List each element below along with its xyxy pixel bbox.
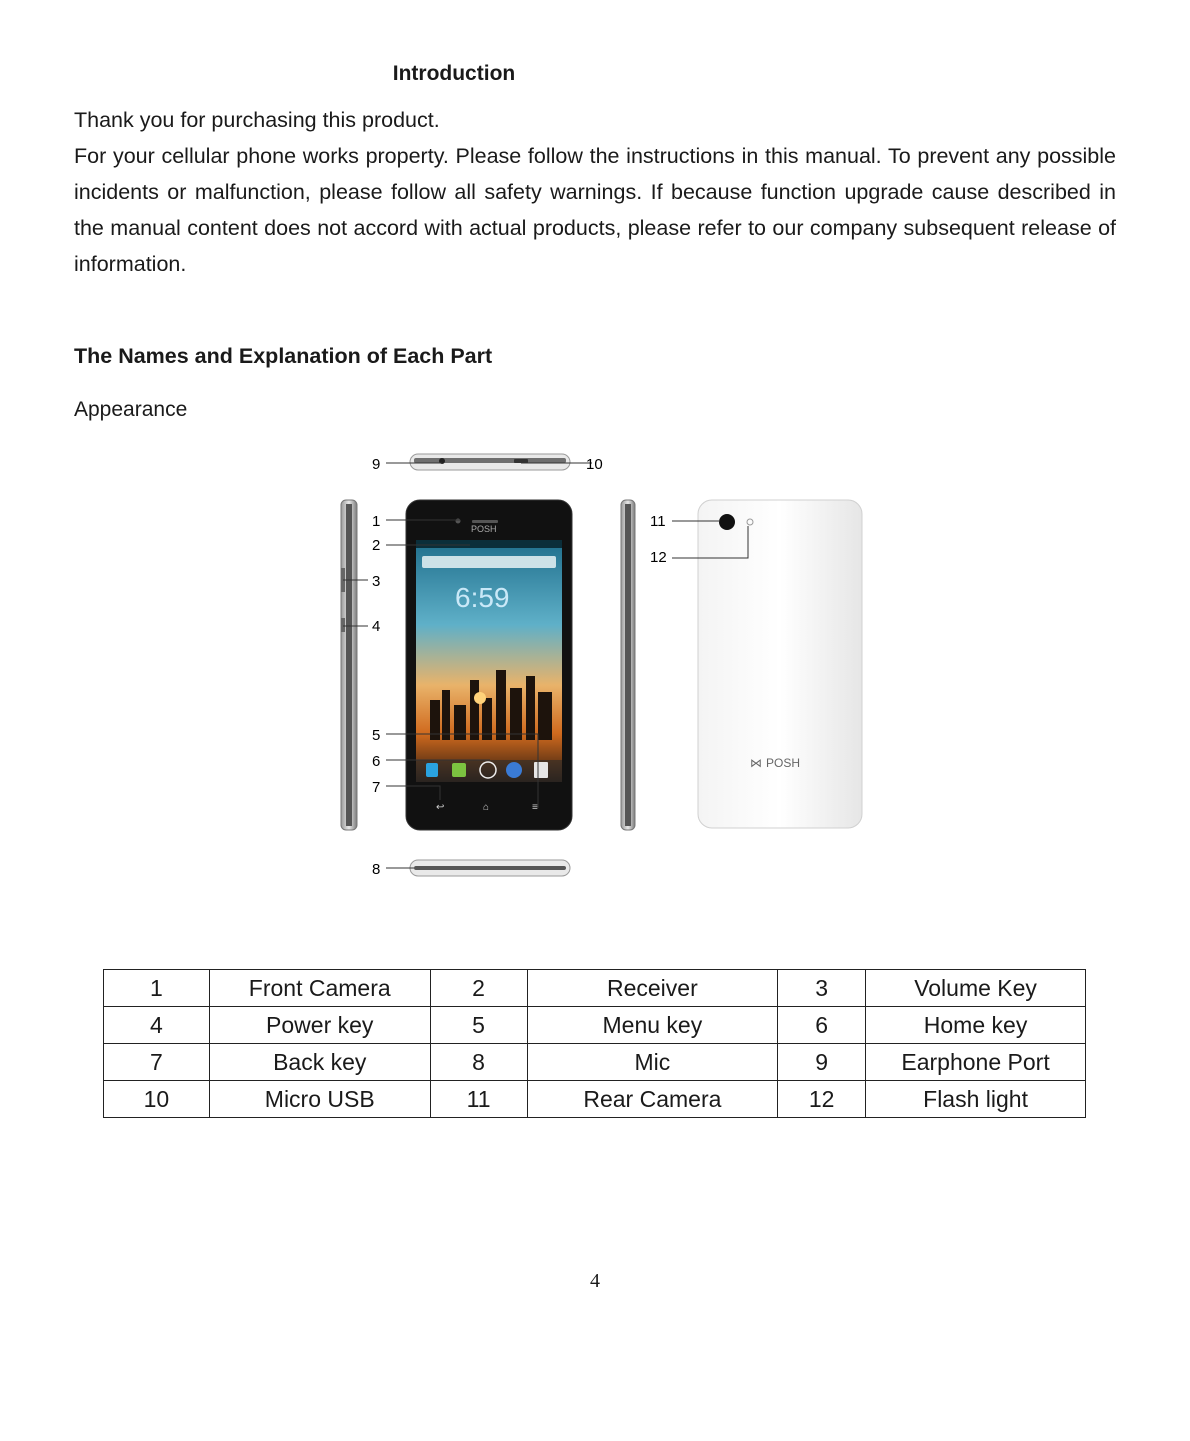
callout-2: 2 [372,537,381,554]
section-heading: The Names and Explanation of Each Part [74,344,493,368]
back-brand: POSH [766,756,801,770]
table-cell: 5 [430,1007,527,1044]
svg-text:⌂: ⌂ [483,802,490,813]
top-edge-view [410,454,570,470]
svg-text:≡: ≡ [532,802,538,813]
bottom-edge-view [410,860,570,876]
intro-thanks: Thank you for purchasing this product. [74,108,440,132]
table-cell: Earphone Port [866,1044,1086,1081]
callout-8: 8 [372,861,381,878]
table-cell: Power key [209,1007,430,1044]
page-title: Introduction [392,62,516,85]
table-cell: 9 [778,1044,866,1081]
table-cell: 8 [430,1044,527,1081]
table-cell: 6 [778,1007,866,1044]
table-cell: Volume Key [866,970,1086,1007]
callout-3: 3 [372,573,381,590]
front-brand: POSH [471,524,497,534]
svg-text:⋈: ⋈ [750,756,762,770]
front-view [406,500,572,830]
table-row [104,1081,1086,1118]
table-cell: Mic [527,1044,778,1081]
svg-text:↩: ↩ [436,802,445,813]
back-view [698,500,862,828]
intro-paragraph: For your cellular phone works property. Please follow the instructions in this manual. To prevent any possible incidents or malfunction, please follow all safety warnings. If because function upgrade cause described in the manual content does not accord with actual products, please refer to our company subsequent release of information. [74,144,1116,276]
callout-10: 10 [586,456,603,473]
phone-appearance-figure [330,440,890,900]
callout-5: 5 [372,727,381,744]
table-cell: 10 [104,1081,210,1118]
parts-table [103,969,1086,1118]
table-cell: Micro USB [209,1081,430,1118]
table-row [104,970,1086,1007]
table-cell: Receiver [527,970,778,1007]
table-cell: 11 [430,1081,527,1118]
table-cell: 4 [104,1007,210,1044]
table-cell: Rear Camera [527,1081,778,1118]
screen-time: 6:59 [455,582,510,613]
table-cell: 7 [104,1044,210,1081]
right-side-view [621,500,635,830]
table-row [104,1044,1086,1081]
table-cell: 3 [778,970,866,1007]
callout-4: 4 [372,618,381,635]
table-cell: Menu key [527,1007,778,1044]
table-cell: Flash light [866,1081,1086,1118]
callout-11: 11 [650,513,666,530]
table-row [104,1007,1086,1044]
callout-9: 9 [372,456,381,473]
callout-12: 12 [650,549,667,566]
table-cell: Front Camera [209,970,430,1007]
table-cell: Home key [866,1007,1086,1044]
table-cell: 1 [104,970,210,1007]
table-cell: 2 [430,970,527,1007]
table-cell: Back key [209,1044,430,1081]
callout-1: 1 [372,513,381,530]
page-number: 4 [590,1270,600,1292]
table-cell: 12 [778,1081,866,1118]
callout-7: 7 [372,779,381,796]
callout-6: 6 [372,753,381,770]
appearance-subheading: Appearance [74,398,188,421]
left-side-view [341,500,357,830]
